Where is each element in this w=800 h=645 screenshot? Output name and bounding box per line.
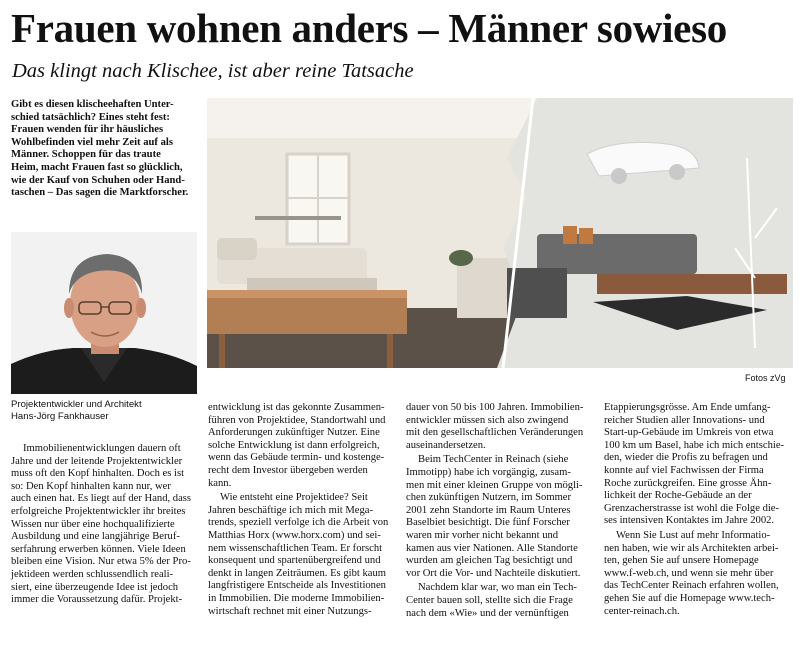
text-line: wirtschaft rechnet mit einer Nutzungs- bbox=[208, 605, 372, 617]
text-line: Nachdem klar war, wo man ein Tech- bbox=[418, 582, 577, 594]
lead-line: Heim, macht Frauen fast so glücklich, bbox=[11, 161, 183, 173]
body-column-1 bbox=[11, 443, 200, 607]
subheadline: Das klingt nach Klischee, ist aber reine Tatsache bbox=[12, 60, 414, 82]
portrait-photo bbox=[11, 232, 197, 394]
text-line: denkt in langen Zeiträumen. Es gibt kaum bbox=[208, 567, 386, 579]
text-line: Etappierungsgrösse. Am Ende umfang- bbox=[604, 402, 771, 413]
photo-credit: Fotos zVg bbox=[745, 373, 786, 383]
text-line: gehen Sie auf die Homepage www.tech- bbox=[604, 592, 775, 604]
lead-line: wie der Kauf von Schuhen oder Hand- bbox=[11, 174, 185, 186]
text-line: Roche zurückgreifen. Eine grosse Ähn- bbox=[604, 477, 772, 489]
text-line: kamen aus vier Nationen. Alle Standorte bbox=[406, 542, 578, 554]
text-line: das TechCenter Reinach erfahren wollen, bbox=[604, 580, 779, 592]
portrait-caption bbox=[11, 399, 201, 423]
lead-line: Wohlbefinden viel mehr Zeit auf als bbox=[11, 136, 173, 148]
text-line: Immobilienentwicklungen dauern oft bbox=[23, 443, 181, 454]
text-line: Matthias Horx (www.horx.com) und sei- bbox=[208, 529, 381, 541]
text-line: jektideen werden schlussendlich reali- bbox=[11, 568, 174, 580]
text-line: recht dem Investor übergeben werden bbox=[208, 464, 368, 476]
text-line: center-reinach.ch. bbox=[604, 605, 680, 617]
text-line: Ausbildung und eine langjährige Beruf- bbox=[11, 531, 180, 543]
text-line: mit den gesellschaftlichen Veränderungen bbox=[406, 427, 584, 439]
text-line: auch einen hat. Es liegt auf der Hand, dass bbox=[11, 493, 192, 505]
text-line: dauer von 50 bis 100 Jahren. Immobilien- bbox=[406, 402, 584, 413]
lead-paragraph bbox=[11, 99, 198, 200]
text-line: konsequent und spartenübergreifend und bbox=[208, 555, 381, 567]
text-line: Start-up-Gebäude im Umkreis von etwa bbox=[604, 427, 774, 439]
text-line: langfristigere Entscheide als Investitionen bbox=[208, 580, 386, 592]
text-line: entwicklung ist das gekonnte Zusammen- bbox=[208, 402, 385, 413]
text-line: Baselbiet besichtigt. Die fünf Forscher bbox=[406, 517, 570, 529]
text-line: so: Den Kopf hinhalten kann nur, wer bbox=[11, 480, 171, 492]
text-line: chen zukünftigen Nutzern, im Sommer bbox=[406, 492, 572, 504]
text-line: wenn das Gebäude termin- und kostenge- bbox=[208, 452, 385, 464]
text-line: nem wissenschaftlichen Team. Er forscht bbox=[208, 542, 383, 554]
lead-line: Männer. Schoppen für das traute bbox=[11, 149, 161, 161]
lead-line: Gibt es diesen klischeehaften Unter- bbox=[11, 99, 174, 110]
text-line: siert, eine überzeugende Idee ist jedoch bbox=[11, 581, 179, 593]
lead-line: Frauen wenden für ihr häusliches bbox=[11, 124, 164, 136]
text-line: men mit einer kleinen Gruppe von mögli- bbox=[406, 479, 583, 491]
text-line: entwickler müssen sich also zwingend bbox=[406, 414, 569, 426]
text-line: erfolgreiche Projektentwickler ihr breites bbox=[11, 505, 186, 517]
text-line: in Immobilien. Die moderne Immobilien- bbox=[208, 592, 385, 604]
text-line: Beim TechCenter in Reinach (siehe bbox=[418, 454, 569, 466]
body-column-4 bbox=[604, 402, 793, 618]
caption-line: Projektentwickler und Architekt bbox=[11, 399, 142, 410]
text-line: www.f-web.ch, und wenn sie mehr über bbox=[604, 567, 774, 579]
text-line: reicher Studien aller Innovations- und bbox=[604, 414, 765, 426]
text-line: wurden am gleichen Tag besichtigt und bbox=[406, 555, 573, 567]
text-line: Anforderungen zukünftiger Nutzer. Eine bbox=[208, 427, 380, 439]
text-line: auseinandersetzen. bbox=[406, 439, 486, 451]
lead-line: taschen – Das sagen die Marktforscher. bbox=[11, 187, 189, 199]
text-line: Wie entsteht eine Projektidee? Seit bbox=[220, 492, 368, 504]
text-line: vor Ort die Vor- und Nachteile diskutiert. bbox=[406, 567, 581, 579]
text-line: konnte auf viel Fachwissen der Firma bbox=[604, 464, 764, 476]
text-line: kann. bbox=[208, 477, 232, 489]
text-line: solche Entwicklung ist dann erfolgreich, bbox=[208, 439, 380, 451]
text-line: nach dem «Wie» und der vernünftigen bbox=[406, 607, 569, 619]
text-line: 2001 zehn Standorte im Raum Unteres bbox=[406, 504, 571, 516]
text-line: Immotipp) habe ich vorgängig, zusam- bbox=[406, 466, 571, 478]
interior-photo bbox=[207, 98, 793, 368]
text-line: immer die Voraussetzung dafür. Projekt- bbox=[11, 594, 183, 606]
text-line: Jahren beschäftige ich mich mit Mega- bbox=[208, 504, 374, 516]
text-line: Center bauen soll, stellte sich die Frage bbox=[406, 594, 573, 606]
text-line: den, wieder die Profis zu befragen und bbox=[604, 452, 768, 464]
headline: Frauen wohnen anders – Männer sowieso bbox=[11, 5, 727, 51]
text-line: 100 km um Basel, habe ich mich entschie- bbox=[604, 439, 785, 451]
text-line: ten, gehen Sie auf unsere Homepage bbox=[604, 555, 759, 567]
text-line: führen von Projektidee, Standortwahl und bbox=[208, 414, 386, 426]
text-line: bleiben eine Vision. Nur etwa 5% der Pro- bbox=[11, 556, 191, 568]
text-line: lichkeit der Roche-Gebäude an der bbox=[604, 490, 752, 502]
text-line: Grenzacherstrasse ist wohl die Folge die- bbox=[604, 502, 780, 514]
text-line: Wissen nur über eine hochqualifizierte bbox=[11, 518, 175, 530]
text-line: Jahre und der leitende Projektentwickler bbox=[11, 455, 183, 467]
body-column-2 bbox=[208, 402, 396, 618]
text-line: serfahrung erwerben können. Viele Ideen bbox=[11, 543, 186, 555]
text-line: nen haben, wie wir als Architekten arbei- bbox=[604, 542, 779, 554]
text-line: ses intensiven Kontaktes im Jahre 2002. bbox=[604, 515, 775, 527]
text-line: trends, speziell verfolge ich die Arbeit von bbox=[208, 517, 389, 529]
text-line: waren mir vorher nicht bekannt und bbox=[406, 529, 559, 541]
text-line: Wenn Sie Lust auf mehr Informatio- bbox=[616, 529, 771, 541]
lead-line: schied tatsächlich? Eines steht fest: bbox=[11, 111, 170, 123]
body-column-3 bbox=[406, 402, 594, 620]
text-line: muss oft den Kopf hinhalten. Doch es ist bbox=[11, 468, 185, 480]
caption-line: Hans-Jörg Fankhauser bbox=[11, 411, 109, 422]
